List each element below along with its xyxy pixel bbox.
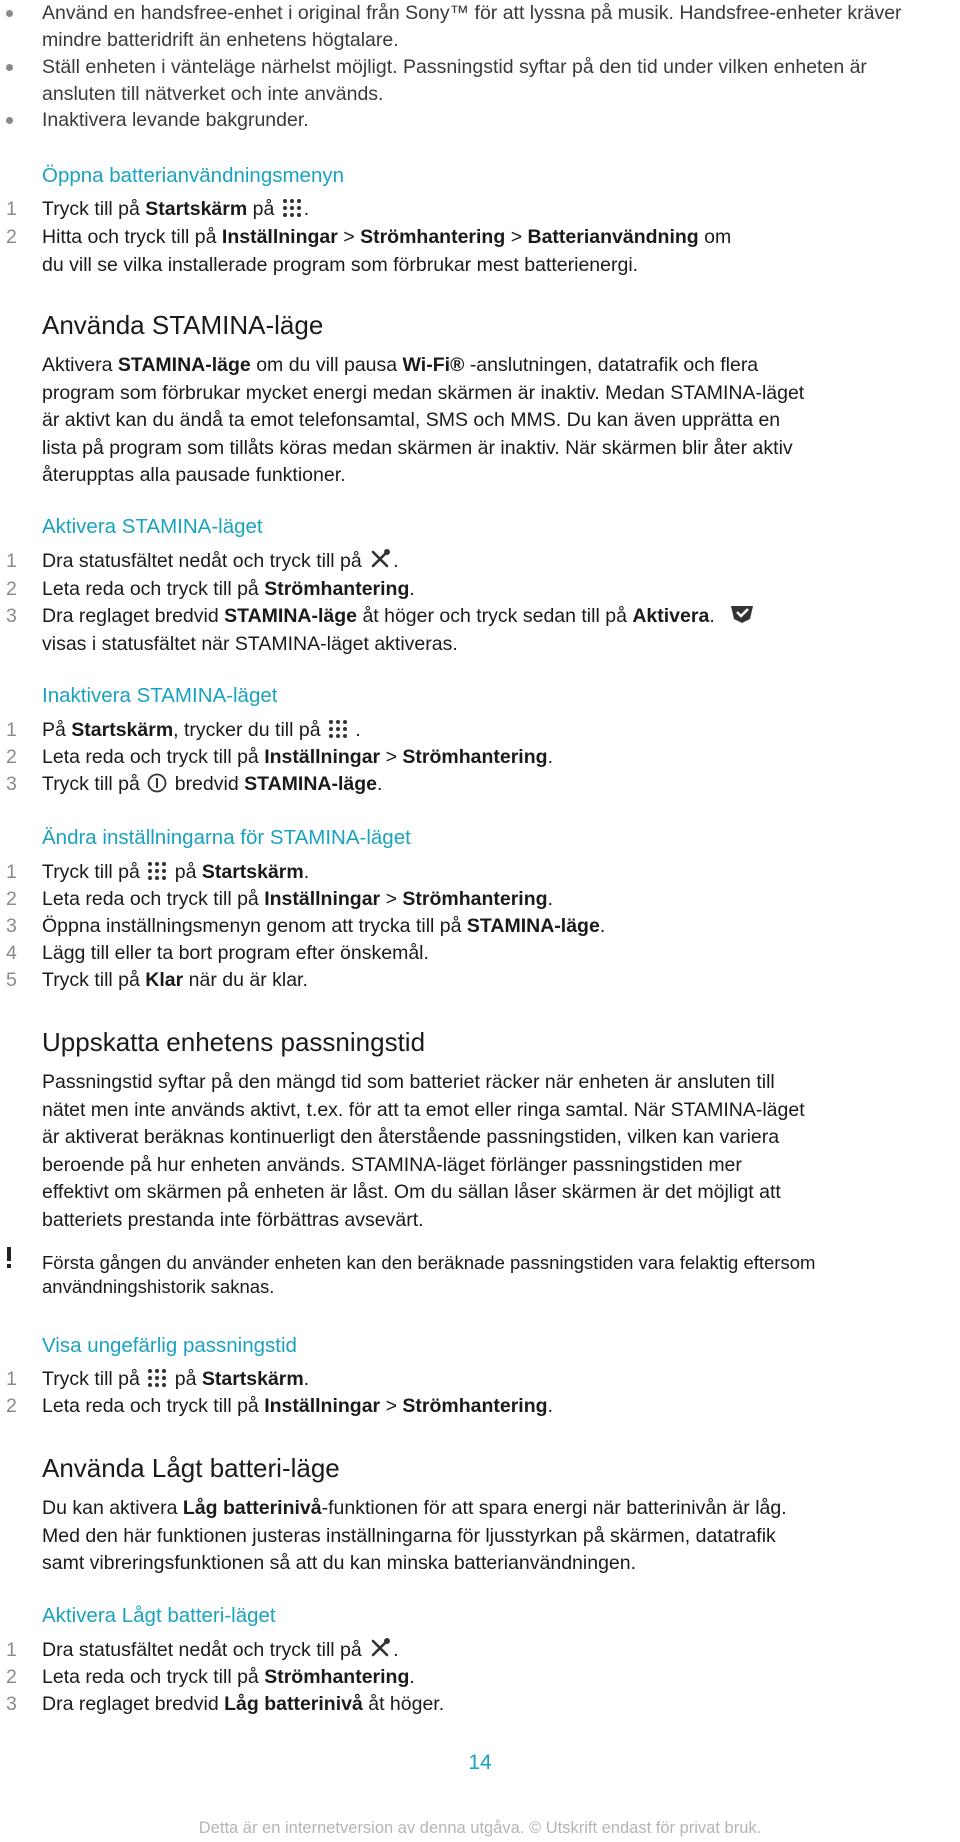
- step-line: Dra reglaget bredvid Låg batterinivå åt höger.: [42, 1693, 445, 1715]
- step-number: 3: [6, 915, 17, 937]
- step-number: 3: [6, 773, 17, 795]
- step-line: Dra statusfältet nedåt och tryck till på .: [42, 1639, 399, 1661]
- tools-icon: [369, 548, 391, 570]
- low-battery-paragraph: Du kan aktivera Låg batterinivå-funktionen för att spara energi när batterinivån är låg. Med den här funktionen justeras inställningarna för ljusstyrkan på skärmen, datatrafik samt vibreringsfunktionen så att du kan minska batterianvändningen.: [42, 1497, 787, 1574]
- step-line: Tryck till på Startskärm på .: [42, 198, 310, 220]
- step-line: Tryck till på på Startskärm.: [42, 861, 310, 883]
- apps-grid-icon: [328, 719, 348, 739]
- page-number: 14: [468, 1751, 492, 1774]
- bullet-item: [42, 0, 922, 53]
- section-title-low-battery: Använda Lågt batteri-läge: [42, 1453, 340, 1483]
- bullet-dot: [6, 10, 13, 17]
- step-line: Tryck till på på Startskärm.: [42, 1368, 310, 1390]
- step-line: Hitta och tryck till på Inställningar > Strömhantering > Batterianvändning om du vill se vilka installerade program som förbrukar mest batterienergi.: [42, 226, 732, 276]
- standby-paragraph: Passningstid syftar på den mängd tid som batteriet räcker när enheten är ansluten till nätet men inte används aktivt, t.ex. för att ta emot eller ringa samtal. När STAMINA-läget är aktiverat beräknas kontinuerligt den återstående passningstiden, vilken kan variera beroende på hur enheten används. STAMINA-läget förlänger passningstiden mer effektivt om skärmen på enheten är låst. Om du sällan låser skärmen är det möjligt att batteriets prestanda inte förbättras avsevärt.: [42, 1071, 805, 1231]
- step-line: Dra statusfältet nedåt och tryck till på .: [42, 550, 399, 572]
- step-line: Leta reda och tryck till på Inställningar > Strömhantering.: [42, 888, 553, 910]
- bullet-dot: [6, 117, 13, 124]
- bullet-dot: [6, 64, 13, 71]
- exclamation-icon: [6, 1247, 12, 1269]
- step-number: 1: [6, 550, 17, 572]
- step-line: På Startskärm, trycker du till på .: [42, 719, 361, 741]
- step-number: 1: [6, 719, 17, 741]
- step-number: 2: [6, 746, 17, 768]
- bullet-text: Ställ enheten i vänteläge närhelst möjligt. Passningstid syftar på den tid under vilken enheten är ansluten till nätverket och inte används.: [42, 56, 867, 105]
- info-icon: [147, 773, 167, 793]
- subheading-battery-menu: Öppna batterianvändningsmenyn: [42, 164, 345, 187]
- step-number: 2: [6, 578, 17, 600]
- stamina-paragraph: Aktivera STAMINA-läge om du vill pausa Wi-Fi® -anslutningen, datatrafik och flera program som förbrukar mycket energi medan skärmen är inaktiv. Medan STAMINA-läget är aktivt kan du ändå ta emot telefonsamtal, SMS och MMS. Du kan även upprätta en lista på program som tillåts köras medan skärmen är inaktiv. När skärmen blir åter aktiv återupptas alla pausade funktioner.: [42, 354, 805, 486]
- section-title-stamina: Använda STAMINA-läge: [42, 310, 324, 340]
- step-number: 5: [6, 969, 17, 991]
- step-number: 2: [6, 1395, 17, 1417]
- step-number: 1: [6, 1368, 17, 1390]
- step-line: Tryck till på Klar när du är klar.: [42, 969, 308, 991]
- footer-disclaimer: Detta är en internetversion av denna utgåva. © Utskrift endast för privat bruk.: [198, 1819, 762, 1837]
- section-title-standby: Uppskatta enhetens passningstid: [42, 1027, 426, 1057]
- tools-icon: [369, 1637, 391, 1659]
- subheading-view-standby: Visa ungefärlig passningstid: [42, 1334, 297, 1357]
- subheading-deactivate-stamina: Inaktivera STAMINA-läget: [42, 684, 278, 707]
- apps-grid-icon: [282, 198, 302, 218]
- step-number: 2: [6, 888, 17, 910]
- subheading-activate-stamina: Aktivera STAMINA-läget: [42, 515, 263, 538]
- bullet-item: [42, 107, 922, 134]
- bullet-item: [42, 54, 922, 107]
- step-number: 4: [6, 942, 17, 964]
- step-line: Dra reglaget bredvid STAMINA-läge åt höger och tryck sedan till på Aktivera. visas i statusfältet när STAMINA-läget aktiveras.: [42, 603, 922, 658]
- step-line: Tryck till på bredvid STAMINA-läge.: [42, 773, 383, 795]
- step-number: 3: [6, 1693, 17, 1715]
- step-line: Lägg till eller ta bort program efter önskemål.: [42, 942, 429, 964]
- step-number: 1: [6, 861, 17, 883]
- step-line: Leta reda och tryck till på Strömhantering.: [42, 578, 415, 600]
- bullet-text: Inaktivera levande bakgrunder.: [42, 109, 309, 131]
- stamina-battery-icon: [728, 603, 756, 625]
- apps-grid-icon: [147, 861, 167, 881]
- step-number: 2: [6, 226, 17, 248]
- subheading-change-stamina: Ändra inställningarna för STAMINA-läget: [42, 826, 411, 849]
- bullet-text: Använd en handsfree-enhet i original från Sony™ för att lyssna på musik. Handsfree-enheter kräver mindre batteridrift än enhetens högtalare.: [42, 2, 902, 51]
- step-line: Leta reda och tryck till på Inställningar > Strömhantering.: [42, 1395, 553, 1417]
- step-line: Leta reda och tryck till på Strömhantering.: [42, 1666, 415, 1688]
- step-line: Öppna inställningsmenyn genom att trycka till på STAMINA-läge.: [42, 915, 606, 937]
- note-text: Första gången du använder enheten kan den beräknade passningstiden vara felaktig eftersom användningshistorik saknas.: [42, 1252, 816, 1297]
- subheading-activate-low-battery: Aktivera Lågt batteri-läget: [42, 1604, 276, 1627]
- step-number: 3: [6, 605, 17, 627]
- step-number: 2: [6, 1666, 17, 1688]
- step-line: Leta reda och tryck till på Inställningar > Strömhantering.: [42, 746, 553, 768]
- apps-grid-icon: [147, 1368, 167, 1388]
- step-number: 1: [6, 198, 17, 220]
- step-number: 1: [6, 1639, 17, 1661]
